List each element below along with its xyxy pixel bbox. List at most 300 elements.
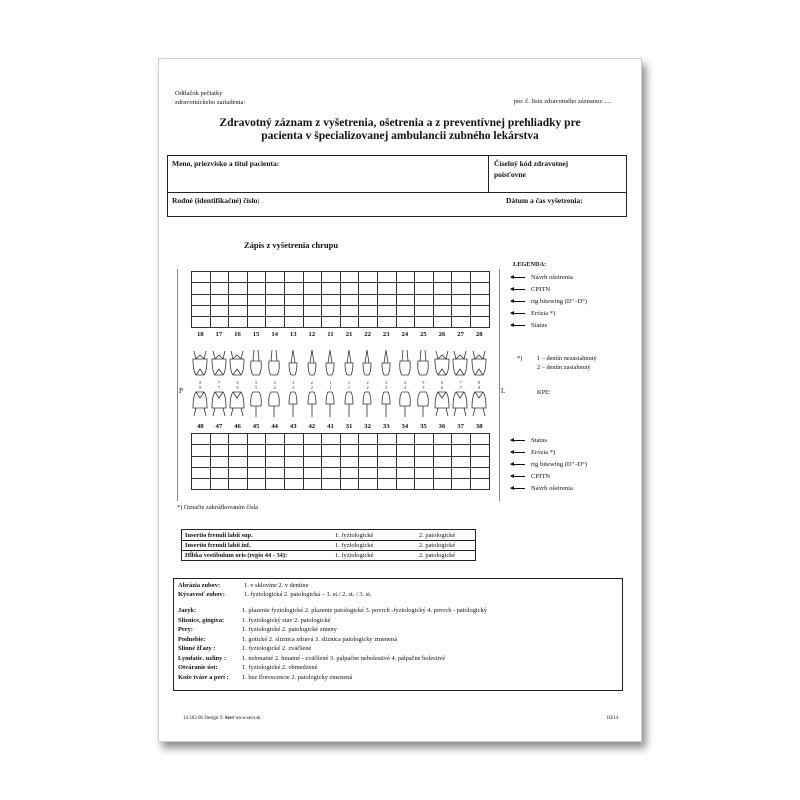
upper-grid-cell[interactable] [471,295,490,306]
upper-grid-cell[interactable] [341,317,360,328]
lower-grid-cell[interactable] [434,434,453,445]
arrow-left-icon [511,452,525,453]
lower-grid-cell[interactable] [229,457,248,468]
lower-grid-cell[interactable] [304,434,323,445]
lower-grid-cell[interactable] [229,479,248,490]
upper-grid-cell[interactable] [397,306,416,317]
lower-grid-cell[interactable] [285,445,304,456]
lower-grid-cell[interactable] [341,479,360,490]
upper-grid-cell[interactable] [452,306,471,317]
upper-tooth-icon[interactable] [303,349,322,377]
upper-tooth-icon[interactable] [228,349,247,377]
tooth-number: 46 [234,423,241,430]
upper-grid-cell[interactable] [285,272,304,283]
lower-tooth-icon[interactable] [284,390,303,418]
deciduous-number: 8 [478,385,481,390]
exam-row: Podnebie: 1. gotické 2. sliznica zdravá 3. sliznica patologicky zmenená [178,635,397,643]
tooth-number: 22 [364,331,371,338]
upper-grid-cell[interactable] [304,283,323,294]
legend-title: LEGENDA: [513,261,547,268]
deciduous-number: 1 [329,385,332,390]
legend-item: CPITN [511,283,587,295]
upper-grid-cell[interactable] [341,283,360,294]
upper-grid-cell[interactable] [397,317,416,328]
lower-grid-cell[interactable] [341,434,360,445]
upper-grid-cell[interactable] [452,295,471,306]
exam-row: Kože tváre a perí : 1. bez florescencie 2. patologicky zmenená [178,673,353,681]
lower-grid-cell[interactable] [285,434,304,445]
deciduous-number: 3 [385,380,388,385]
lower-grid-cell[interactable] [434,457,453,468]
lower-grid-cell[interactable] [452,445,471,456]
lower-grid-cell[interactable] [266,479,285,490]
upper-grid-cell[interactable] [434,272,453,283]
lower-grid-cell[interactable] [285,457,304,468]
deciduous-number: 3 [385,385,388,390]
lower-grid-cell[interactable] [192,479,211,490]
upper-grid-cell[interactable] [266,272,285,283]
brand-logo: Sevt [224,716,234,721]
upper-grid-cell[interactable] [452,283,471,294]
legend-lower [511,434,587,494]
upper-tooth-icon[interactable] [358,349,377,377]
deciduous-number: 5 [255,385,258,390]
upper-grid-cell[interactable] [378,272,397,283]
upper-grid-cell[interactable] [266,306,285,317]
upper-grid-cell[interactable] [211,272,230,283]
upper-grid-cell[interactable] [397,295,416,306]
upper-grid-cell[interactable] [471,283,490,294]
legend-upper [511,271,587,331]
upper-grid[interactable] [191,271,490,328]
protocol-number: por. č. listu zdravotného záznamu: .... [513,98,611,105]
lower-tooth-icon[interactable] [210,390,229,418]
exam-date-field[interactable]: Dátum a čas vyšetrenia: [506,196,583,205]
frenulum-table [181,529,476,561]
upper-grid-cell[interactable] [452,317,471,328]
option-pathological[interactable]: 2. patologické [419,531,456,539]
lower-grid-cell[interactable] [359,468,378,479]
lower-grid-cell[interactable] [266,457,285,468]
tooth-number: 44 [271,423,279,430]
legend-item: rtg bitewing (D⁺-D°) [511,295,587,307]
lower-grid-cell[interactable] [471,434,490,445]
lower-grid-cell[interactable] [285,468,304,479]
upper-grid-cell[interactable] [248,306,267,317]
lower-grid-cell[interactable] [304,468,323,479]
upper-grid-cell[interactable] [304,306,323,317]
lower-grid-cell[interactable] [304,479,323,490]
tooth-number: 34 [401,423,409,430]
lower-grid-cell[interactable] [266,434,285,445]
exam-row: Lymfatic. uzliny : 1. nehmatné 2. hmatné - zväčšené 3. palpačne nebolestivé 4. palpačne bolestivé [178,654,446,662]
arrow-left-icon [511,325,525,326]
footnote: *) Označte zakrúžkovaním čísla [177,504,258,511]
upper-grid-cell[interactable] [341,295,360,306]
upper-grid-cell[interactable] [415,306,434,317]
deciduous-number: 4 [403,380,406,385]
upper-teeth-row [191,349,489,377]
upper-grid-cell[interactable] [434,295,453,306]
deciduous-number: 7 [217,380,220,385]
lower-grid-cell[interactable] [266,468,285,479]
upper-grid-cell[interactable] [341,272,360,283]
deciduous-number: 7 [459,380,462,385]
upper-tooth-icon[interactable] [321,349,340,377]
deciduous-number: 8 [478,380,481,385]
deciduous-number: 5 [255,380,258,385]
tooth-number: 41 [327,423,334,430]
lower-grid-cell[interactable] [397,468,416,479]
arrow-left-icon [511,476,525,477]
lower-grid-cell[interactable] [248,457,267,468]
lower-grid-cell[interactable] [359,457,378,468]
tooth-number: 14 [271,331,279,338]
arrow-left-icon [511,277,525,278]
tooth-number: 24 [401,331,409,338]
lower-grid-cell[interactable] [192,468,211,479]
upper-grid-cell[interactable] [192,317,211,328]
lower-tooth-icon[interactable] [191,390,210,418]
upper-grid-cell[interactable] [322,272,341,283]
upper-tooth-icon[interactable] [340,349,359,377]
frenulum-row: Insertio frenuli labii inf. 1. fyziologické 2. patologické [182,540,475,550]
upper-grid-cell[interactable] [266,283,285,294]
upper-grid-cell[interactable] [434,317,453,328]
arrow-left-icon [511,301,525,302]
upper-grid-cell[interactable] [359,306,378,317]
lower-grid-cell[interactable] [378,468,397,479]
tooth-number: 27 [457,331,464,338]
upper-grid-cell[interactable] [211,317,230,328]
deciduous-number: 4 [273,380,276,385]
lower-grid-cell[interactable] [229,434,248,445]
upper-grid-cell[interactable] [434,306,453,317]
tooth-number: 31 [345,423,353,430]
lower-tooth-icon[interactable] [433,390,452,418]
lower-tooth-icon[interactable] [228,390,247,418]
upper-tooth-icon[interactable] [265,349,284,377]
lower-grid-cell[interactable] [397,479,416,490]
lower-grid-cell[interactable] [192,445,211,456]
upper-grid-cell[interactable] [285,306,304,317]
upper-grid-cell[interactable] [304,317,323,328]
lower-tooth-icon[interactable] [321,390,340,418]
lower-grid-cell[interactable] [248,445,267,456]
tooth-number: 42 [308,423,316,430]
deciduous-number: 2 [310,380,313,385]
upper-grid-cell[interactable] [248,283,267,294]
lower-grid-cell[interactable] [304,457,323,468]
upper-grid-cell[interactable] [471,272,490,283]
lower-grid-cell[interactable] [266,445,285,456]
upper-grid-cell[interactable] [341,306,360,317]
tooth-number: 32 [364,423,371,430]
insurance-code-field[interactable]: Číselný kód zdravotnej [494,159,569,168]
deciduous-number: 2 [310,385,313,390]
tooth-number: 25 [420,331,427,338]
stamp-label: Odtlačok pečiatky zdravotníckeho zariadenia: [175,90,246,106]
upper-grid-cell[interactable] [415,295,434,306]
upper-grid-cell[interactable] [192,295,211,306]
upper-grid-cell[interactable] [285,317,304,328]
arrow-left-icon [511,440,525,441]
birth-number-field[interactable]: Rodné (identifikačné) číslo: [172,196,260,205]
upper-tooth-icon[interactable] [210,349,229,377]
lower-grid-cell[interactable] [211,445,230,456]
upper-tooth-icon[interactable] [451,349,470,377]
footer-right: III/14 [607,716,619,721]
lower-grid-cell[interactable] [452,468,471,479]
deciduous-number: 4 [273,385,276,390]
upper-tooth-icon[interactable] [191,349,210,377]
arrow-left-icon [511,313,525,314]
deciduous-number: 6 [441,380,444,385]
footer-left: 14 563 0b Design © Sevt www.sevt.sk [183,716,261,721]
lower-grid-cell[interactable] [397,445,416,456]
upper-grid-cell[interactable] [415,317,434,328]
upper-grid-cell[interactable] [322,283,341,294]
upper-grid-cell[interactable] [229,306,248,317]
lower-teeth-row [191,390,489,418]
upper-grid-cell[interactable] [434,283,453,294]
upper-tooth-icon[interactable] [433,349,452,377]
legend-item: Erózia *) [511,307,587,319]
lower-grid-cell[interactable] [452,457,471,468]
option-pathological[interactable]: 2. patologické [419,552,456,559]
deciduous-number: 3 [292,385,295,390]
tooth-number: 33 [382,423,390,430]
lower-grid-cell[interactable] [248,468,267,479]
lower-tooth-icon[interactable] [358,390,377,418]
lower-grid-cell[interactable] [415,479,434,490]
lower-grid-cell[interactable] [322,479,341,490]
lower-grid-cell[interactable] [211,434,230,445]
lower-tooth-icon[interactable] [340,390,359,418]
tooth-number: 11 [327,331,334,338]
deciduous-number: 8 [199,380,202,385]
deciduous-number: 5 [422,380,425,385]
legend-item: Erózia *) [511,446,587,458]
lower-tooth-icon[interactable] [377,390,396,418]
upper-grid-cell[interactable] [471,317,490,328]
option-physiological[interactable]: 1. fyziologické [335,531,374,539]
lower-grid-cell[interactable] [397,457,416,468]
upper-grid-cell[interactable] [248,295,267,306]
legend-item: Status [511,434,587,446]
upper-grid-cell[interactable] [452,272,471,283]
deciduous-number: 5 [422,385,425,390]
option-physiological[interactable]: 1. fyziologické [335,552,374,559]
lower-grid-cell[interactable] [304,445,323,456]
lower-grid-cell[interactable] [378,479,397,490]
lower-grid-cell[interactable] [471,468,490,479]
kpe-label: KPE: [537,389,551,396]
lower-grid-cell[interactable] [192,457,211,468]
lower-grid-cell[interactable] [322,457,341,468]
upper-grid-cell[interactable] [415,283,434,294]
tooth-number: 23 [382,331,390,338]
lower-grid-cell[interactable] [359,479,378,490]
upper-grid-cell[interactable] [285,283,304,294]
upper-grid-cell[interactable] [415,272,434,283]
lower-grid-cell[interactable] [434,468,453,479]
lower-tooth-icon[interactable] [303,390,322,418]
upper-grid-cell[interactable] [229,272,248,283]
legend-item: CPITN [511,470,587,482]
upper-grid-cell[interactable] [211,283,230,294]
lower-grid-cell[interactable] [229,445,248,456]
lower-grid-cell[interactable] [322,468,341,479]
deciduous-number: 6 [441,385,444,390]
upper-tooth-icon[interactable] [377,349,396,377]
upper-grid-cell[interactable] [192,283,211,294]
tooth-number: 18 [196,331,204,338]
form-sheet [158,58,642,742]
upper-grid-cell[interactable] [322,295,341,306]
lower-tooth-icon[interactable] [470,390,489,418]
tooth-number: 16 [234,331,241,338]
arrow-left-icon [511,464,525,465]
upper-grid-cell[interactable] [397,283,416,294]
frenulum-row: Insertio frenuli labii sup. 1. fyziologické 2. patologické [182,530,475,540]
deciduous-number: 6 [236,380,239,385]
deciduous-number: 1 [329,380,332,385]
upper-grid-cell[interactable] [248,272,267,283]
deciduous-number: 4 [403,385,406,390]
upper-grid-cell[interactable] [359,295,378,306]
upper-tooth-icon[interactable] [470,349,489,377]
upper-grid-cell[interactable] [229,295,248,306]
lower-grid-cell[interactable] [397,434,416,445]
lower-grid-cell[interactable] [341,457,360,468]
deciduous-number: 1 [348,385,351,390]
exam-row: Otváranie úst: 1. fyziologické 2. obmedzené [178,664,318,671]
lower-grid-cell[interactable] [471,479,490,490]
upper-tooth-icon[interactable] [247,349,266,377]
lower-grid-cell[interactable] [415,457,434,468]
upper-grid-cell[interactable] [471,306,490,317]
upper-tooth-icon[interactable] [284,349,303,377]
upper-grid-cell[interactable] [211,295,230,306]
lower-grid-cell[interactable] [415,445,434,456]
lower-tooth-icon[interactable] [247,390,266,418]
tooth-number: 45 [252,423,260,430]
exam-row: Slinné žľazy : 1. fyziologické 2. zväčšené [178,645,312,652]
lower-grid-cell[interactable] [248,434,267,445]
lower-tooth-icon[interactable] [265,390,284,418]
option-pathological[interactable]: 2. patologické [419,542,456,549]
upper-grid-cell[interactable] [229,283,248,294]
lower-grid-cell[interactable] [378,434,397,445]
option-physiological[interactable]: 1. fyziologické [335,542,374,549]
lower-grid-cell[interactable] [434,479,453,490]
lower-grid-cell[interactable] [452,479,471,490]
upper-grid-cell[interactable] [211,306,230,317]
tooth-number: 38 [475,423,483,430]
tooth-number: 21 [345,331,353,338]
tooth-number: 36 [438,423,446,430]
tooth-number: 26 [438,331,446,338]
upper-tooth-icon[interactable] [396,349,415,377]
lower-grid-cell[interactable] [415,468,434,479]
upper-tooth-icon[interactable] [414,349,433,377]
lower-grid-cell[interactable] [471,457,490,468]
upper-grid-cell[interactable] [378,295,397,306]
upper-grid-cell[interactable] [229,317,248,328]
dental-chart-title: Zápis z vyšetrenia chrupu [244,240,339,250]
tooth-number: 43 [289,423,297,430]
tooth-number: 17 [215,331,223,338]
upper-grid-cell[interactable] [359,272,378,283]
upper-grid-cell[interactable] [304,272,323,283]
upper-grid-cell[interactable] [378,317,397,328]
patient-name-field[interactable]: Meno, priezvisko a titul pacienta: [172,159,280,168]
lower-tooth-icon[interactable] [414,390,433,418]
lower-grid-cell[interactable] [211,457,230,468]
lower-grid-cell[interactable] [452,434,471,445]
lower-grid-cell[interactable] [359,434,378,445]
lower-grid-cell[interactable] [322,445,341,456]
lower-grid-cell[interactable] [341,468,360,479]
upper-grid-cell[interactable] [378,283,397,294]
exam-box [173,578,623,691]
upper-grid-cell[interactable] [359,317,378,328]
upper-grid-cell[interactable] [322,317,341,328]
frenulum-row: Hĺbka vestibulum oris (regio 44 - 34): 1. fyziologické 2. patologické [182,550,475,560]
lower-grid-cell[interactable] [378,445,397,456]
lower-grid-cell[interactable] [378,457,397,468]
tooth-number: 13 [289,331,297,338]
deciduous-number: 8 [199,385,202,390]
lower-grid-cell[interactable] [211,468,230,479]
upper-grid-cell[interactable] [378,306,397,317]
upper-grid-cell[interactable] [266,317,285,328]
lower-grid-cell[interactable] [192,434,211,445]
deciduous-number: 7 [217,385,220,390]
lower-grid-cell[interactable] [341,445,360,456]
form-title: Zdravotný záznam z vyšetrenia, ošetrenia a z preventívnej prehliadky pre pacienta v špecializovanej ambulancii zubného lekárstva [219,117,581,142]
upper-grid-cell[interactable] [266,295,285,306]
upper-grid-cell[interactable] [192,272,211,283]
lower-grid[interactable] [191,433,490,490]
legend-note-2: 2 – dentín zasiahnutý [537,364,591,371]
exam-row: Pery: 1. fyziologické 2. patologické zmeny [178,626,337,633]
lower-grid-cell[interactable] [229,468,248,479]
lower-grid-cell[interactable] [359,445,378,456]
lower-grid-cell[interactable] [415,434,434,445]
upper-grid-cell[interactable] [359,283,378,294]
lower-grid-cell[interactable] [211,479,230,490]
lower-grid-cell[interactable] [248,479,267,490]
lower-tooth-icon[interactable] [451,390,470,418]
abrazia-row: Abrázia zubov: 1. v sklovine 2. v dentíne [178,582,309,589]
upper-grid-cell[interactable] [192,306,211,317]
legend-star: *) [517,355,523,362]
upper-grid-cell[interactable] [285,295,304,306]
upper-grid-cell[interactable] [248,317,267,328]
deciduous-number: 2 [366,380,369,385]
lower-grid-cell[interactable] [322,434,341,445]
upper-grid-cell[interactable] [397,272,416,283]
upper-grid-cell[interactable] [322,306,341,317]
legend-item: Návrh ošetrenia [511,482,587,494]
lower-grid-cell[interactable] [471,445,490,456]
lower-grid-cell[interactable] [434,445,453,456]
lower-grid-cell[interactable] [285,479,304,490]
lower-tooth-icon[interactable] [396,390,415,418]
upper-grid-cell[interactable] [304,295,323,306]
